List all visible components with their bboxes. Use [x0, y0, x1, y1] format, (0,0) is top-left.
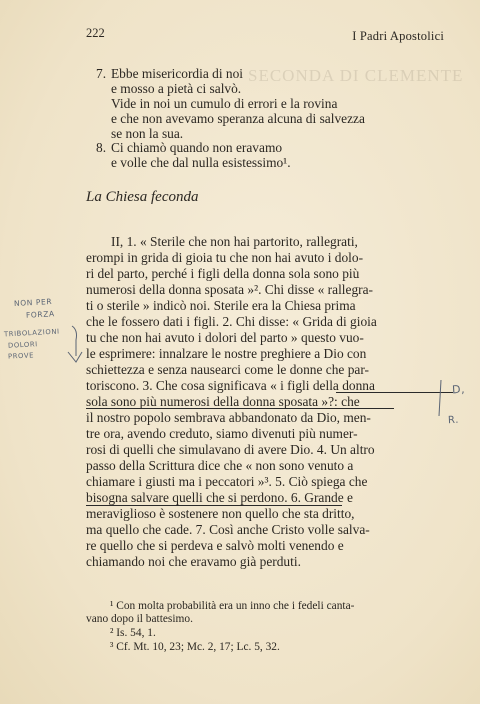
body-line: tre ora, avendo creduto, siamo divenuti più numer- — [86, 426, 358, 441]
body-line: II, 1. « Sterile che non hai partorito, rallegrati, — [111, 234, 358, 249]
body-line: ri del parto, perché i figli della donna sola sono più — [86, 266, 360, 281]
body-line: bisogna salvare quelli che si perdono. 6. Grande e — [86, 490, 353, 505]
body-line: il nostro popolo sembrava abbandonato da Dio, men- — [86, 410, 371, 425]
footnote-line: ³ Cf. Mt. 10, 23; Mc. 2, 17; Lc. 5, 32. — [110, 641, 280, 653]
footnote-line: ² Is. 54, 1. — [110, 627, 156, 639]
body-line: toriscono. 3. Che cosa significava « i figli della donna — [86, 378, 375, 393]
verse-number: 8. — [96, 140, 107, 155]
poem-line: Ebbe misericordia di noi — [111, 66, 244, 81]
footnote-line: ¹ Con molta probabilità era un inno che i fedeli canta- — [110, 600, 355, 612]
handwritten-margin-mark: R. — [447, 414, 460, 427]
body-line: rosi di quelli che simulavano di avere Dio. 4. Un altro — [86, 442, 375, 457]
poem-line: e volle che dal nulla esistessimo¹. — [111, 155, 291, 170]
body-line: ti o sterile » indicò noi. Sterile era la Chiesa prima — [86, 298, 356, 313]
bleed-through-text: SECONDA DI CLEMENTE — [248, 66, 464, 85]
poem-line: se non la sua. — [111, 126, 184, 141]
handwritten-margin-mark: D, — [451, 382, 466, 397]
body-line: sola sono più numerosi della donna sposata »?: che — [86, 394, 360, 409]
handwritten-note-line: FORZA — [25, 309, 55, 320]
page-number: 222 — [86, 26, 105, 40]
body-line: tu che non hai avuto i dolori del parto » questo vuo- — [86, 330, 364, 345]
handwritten-note-line: NON PER — [13, 297, 53, 308]
margin-arrow — [68, 326, 82, 362]
body-line: ma quello che cade. 7. Così anche Cristo volle salva- — [86, 522, 370, 537]
handwritten-note-line: DOLORI — [7, 340, 39, 350]
margin-bar — [439, 380, 441, 416]
poem-line: e che non avevamo speranza alcuna di salvezza — [111, 111, 365, 126]
verse-number: 7. — [96, 66, 107, 81]
body-line: chiamando noi che eravamo già perduti. — [86, 554, 301, 569]
poem-line: Ci chiamò quando non eravamo — [111, 140, 283, 155]
body-line: meraviglioso è sostenere non quello che sta dritto, — [86, 506, 355, 521]
running-title: I Padri Apostolici — [352, 29, 444, 43]
handwritten-note-line: TRIBOLAZIONI — [3, 327, 60, 339]
section-heading: La Chiesa feconda — [86, 189, 199, 205]
body-line: che le fossero dati i figli. 2. Chi disse: « Grida di gioia — [86, 314, 377, 329]
footnote-line: vano dopo il battesimo. — [86, 613, 193, 625]
body-line: chiamare i giusti ma i peccatori »³. 5. Ciò spiega che — [86, 474, 368, 489]
body-line: le esprimere: innalzare le nostre preghiere a Dio con — [86, 346, 367, 361]
body-line: schiettezza e senza nausearci come le donne che par- — [86, 362, 370, 377]
body-line: numerosi della donna sposata »². Chi disse « rallegra- — [86, 282, 374, 297]
body-line: re quello che si perdeva e salvò molti venendo e — [86, 538, 344, 553]
poem-line: e mosso a pietà ci salvò. — [111, 81, 242, 96]
handwritten-note-line: PROVE — [7, 351, 35, 361]
body-line: passo della Scrittura dice che « non sono venuto a — [86, 458, 354, 473]
body-line: erompi in grida di gioia tu che non hai avuto i dolo- — [86, 250, 364, 265]
poem-line: Vide in noi un cumulo di errori e la rovina — [111, 96, 338, 111]
